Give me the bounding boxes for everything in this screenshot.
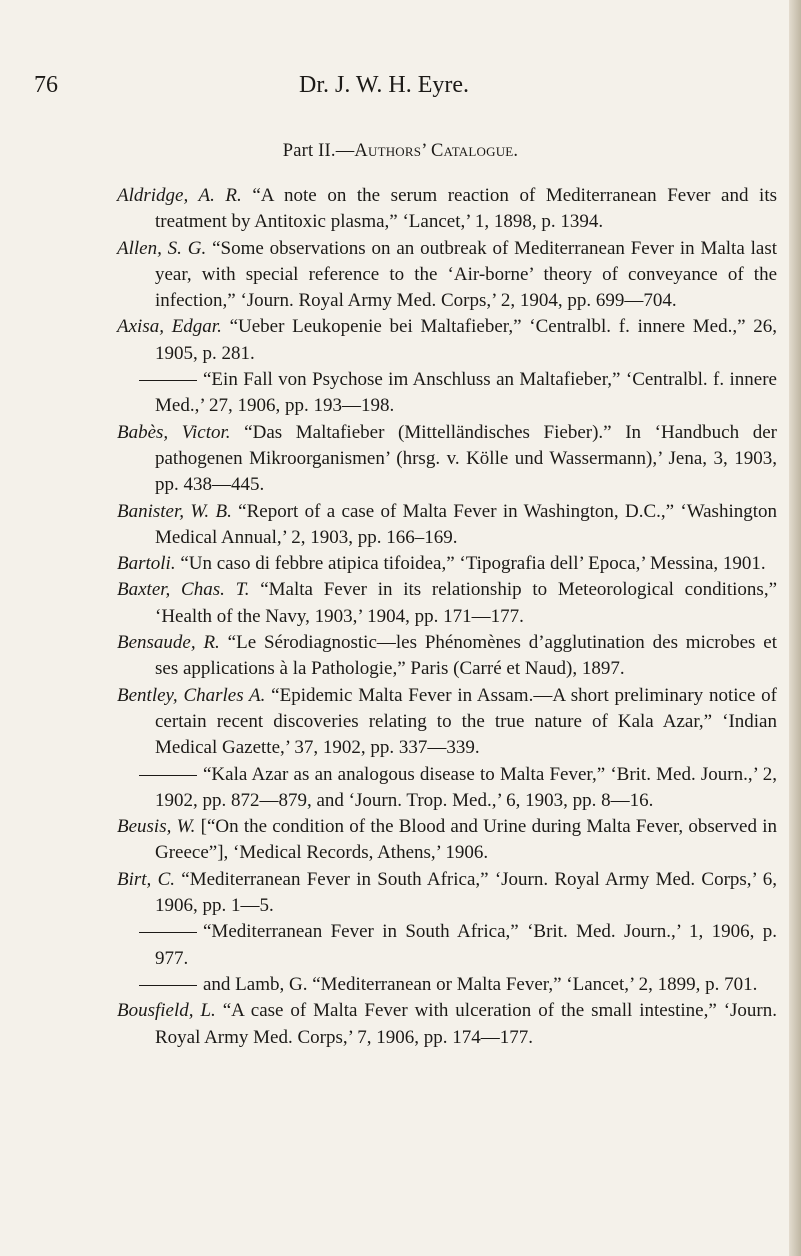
ditto-dash [139, 985, 197, 986]
catalogue-entry [117, 998, 777, 1051]
entry-author: Axisa, Edgar. [117, 316, 222, 338]
entry-author: Allen, S. G. [117, 237, 207, 259]
catalogue-entry [117, 551, 777, 577]
entry-text: “Report of a case of Malta Fever in Washington, D.C.,” ‘Washington Medical Annual,’ 2, 1903, pp. 166–169. [155, 500, 778, 548]
catalogue-entry [117, 630, 777, 683]
catalogue-entry [117, 814, 777, 867]
entry-author: Bensaude, R. [117, 632, 220, 654]
catalogue-entry [117, 972, 777, 998]
catalogue-entry [117, 867, 777, 920]
entry-text: “Mediterranean Fever in South Africa,” ‘Journ. Royal Army Med. Corps,’ 6, 1906, pp. 1—5. [155, 868, 777, 917]
ditto-dash [139, 932, 197, 933]
entry-author: Beusis, W. [117, 816, 196, 838]
section-title-name: Authors’ Catalogue. [354, 141, 519, 161]
catalogue-entry [117, 314, 777, 367]
entry-author: Bartoli. [117, 553, 176, 575]
entry-author: Aldridge, A. R. [117, 185, 242, 206]
page-header [34, 72, 734, 108]
entry-text: “Mediterranean Fever in South Africa,” ‘Brit. Med. Journ.,’ 1, 1906, p. 977. [155, 921, 777, 969]
entry-text: “Epidemic Malta Fever in Assam.—A short preliminary notice of certain recent discoveries relating to the true nature of Kala Azar,” ‘Indian Medical Gazette,’ 37, 1902, pp. 337—339. [155, 684, 777, 759]
entry-author: Babès, Victor. [117, 421, 231, 443]
entry-text: “A note on the serum reaction of Mediterranean Fever and its treatment by Antitoxic plasma,” ‘Lancet,’ 1, 1898, p. 1394. [155, 185, 778, 233]
entry-author: Banister, W. B. [117, 500, 232, 522]
ditto-dash [139, 775, 197, 776]
entry-text: “Le Sérodiagnostic—les Phénomènes d’agglutination des microbes et ses applications à la Pathologie,” Paris (Carré et Naud), 1897. [155, 632, 777, 680]
catalogue-entry [117, 577, 777, 630]
entry-text: “Das Maltafieber (Mittelländisches Fieber).” In ‘Handbuch der pathogenen Mikroorganismen’ (hrsg. v. Kölle und Wassermann),’ Jena, 3, 1903, pp. 438—445. [155, 421, 777, 496]
catalogue-entry [117, 236, 777, 315]
ditto-dash [139, 380, 197, 381]
catalogue-entry [117, 683, 777, 762]
page-number: 76 [34, 72, 58, 98]
catalogue-entry [117, 762, 777, 815]
entry-text: “Ein Fall von Psychose im Anschluss an Maltafieber,” ‘Centralbl. f. innere Med.,’ 27, 1906, pp. 193—198. [155, 369, 777, 417]
page-edge [789, 0, 801, 1256]
entry-author: Bousfield, L. [117, 1000, 216, 1022]
catalogue-entry [117, 499, 777, 552]
catalogue-entry [117, 420, 777, 499]
catalogue-entry [117, 183, 777, 236]
section-title [0, 141, 801, 162]
entry-text: and Lamb, G. “Mediterranean or Malta Fever,” ‘Lancet,’ 2, 1899, p. 701. [203, 973, 758, 995]
entry-text: “Malta Fever in its relationship to Meteorological conditions,” ‘Health of the Navy, 1903,’ 1904, pp. 171—177. [155, 579, 777, 627]
entry-text: [“On the condition of the Blood and Urine during Malta Fever, observed in Greece”], ‘Medical Records, Athens,’ 1906. [155, 816, 777, 864]
section-title-prefix: Part II.— [282, 141, 355, 161]
entry-author: Birt, C. [117, 868, 175, 890]
catalogue-entries [117, 183, 777, 1051]
catalogue-entry [117, 367, 777, 420]
entry-text: “Some observations on an outbreak of Mediterranean Fever in Malta last year, with special reference to the ‘Air-borne’ theory of conveyance of the infection,” ‘Journ. Royal Army Med. Corps,’ 2, 1904, pp. 699—704. [155, 237, 777, 312]
entry-text: “Un caso di febbre atipica tifoidea,” ‘Tipografia dell’ Epoca,’ Messina, 1901. [175, 553, 766, 575]
entry-text: “A case of Malta Fever with ulceration of the small intestine,” ‘Journ. Royal Army Med. Corps,’ 7, 1906, pp. 174—177. [155, 1000, 777, 1048]
running-head: Dr. J. W. H. Eyre. [299, 72, 469, 98]
entry-text: “Kala Azar as an analogous disease to Malta Fever,” ‘Brit. Med. Journ.,’ 2, 1902, pp. 872—879, and ‘Journ. Trop. Med.,’ 6, 1903, pp. 8—16. [155, 763, 777, 811]
entry-author: Bentley, Charles A. [117, 684, 266, 706]
catalogue-entry [117, 919, 777, 972]
entry-author: Baxter, Chas. T. [117, 579, 250, 601]
entry-text: “Ueber Leukopenie bei Maltafieber,” ‘Centralbl. f. innere Med.,” 26, 1905, p. 281. [155, 316, 778, 364]
